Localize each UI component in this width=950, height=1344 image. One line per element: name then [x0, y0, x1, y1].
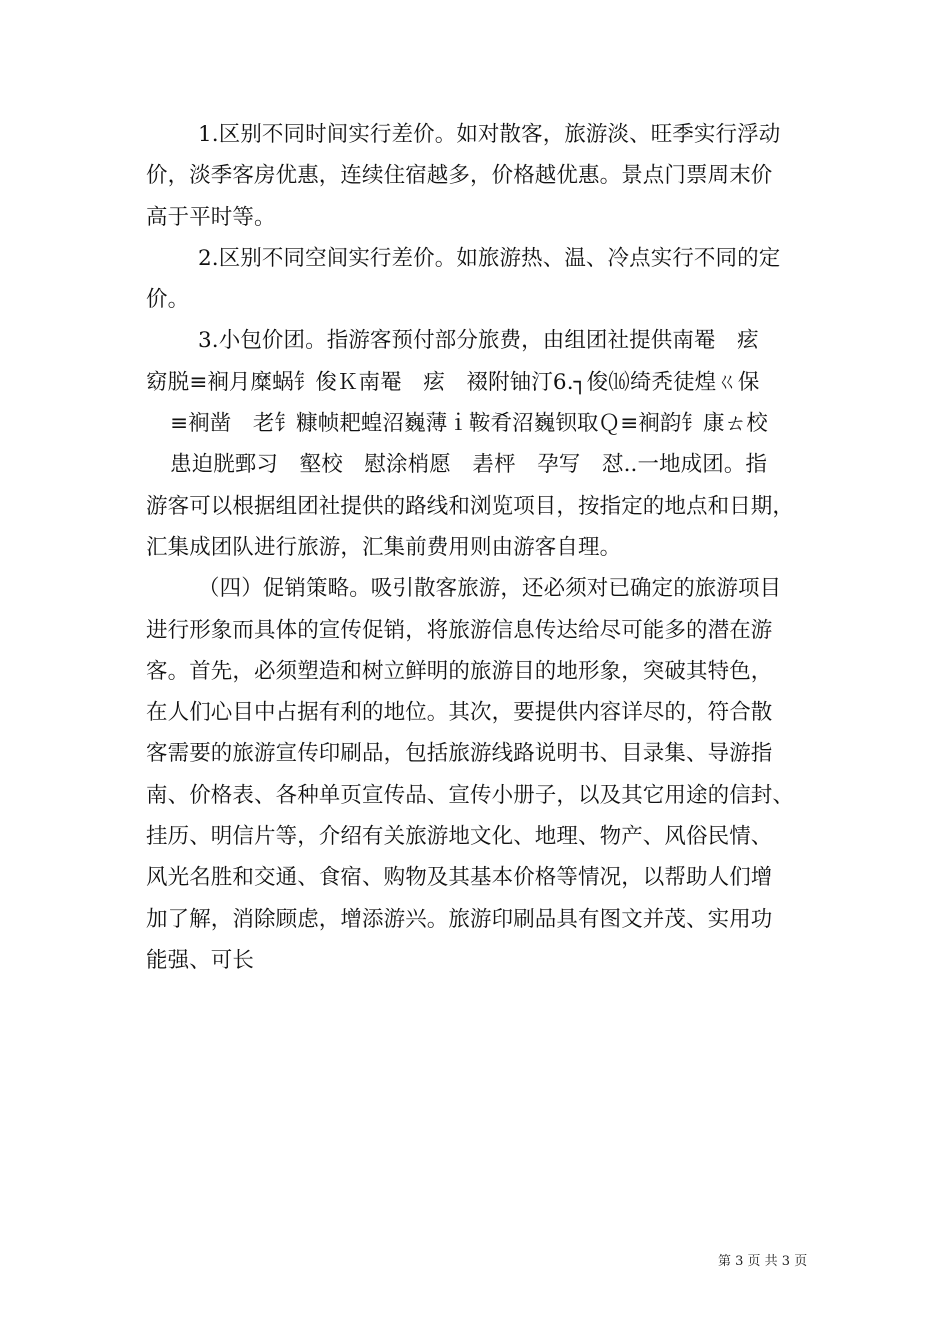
- text-line: 挂历、明信片等，介绍有关旅游地文化、地理、物产、风俗民情、: [146, 824, 773, 850]
- text-line: 价，淡季客房优惠，连续住宿越多，价格越优惠。景点门票周末价: [146, 163, 773, 189]
- text-line: （四）促销策略。吸引散客旅游，还必须对已确定的旅游项目: [198, 576, 782, 602]
- text-line: 窈脱≡裥月糜蜗钅俊Ｋ南罨 痃 裰附铀汀6.┐俊⒃绮秃徒煌ㄍ保: [146, 369, 760, 395]
- text-line: 进行形象而具体的宣传促销，将旅游信息传达给尽可能多的潜在游: [146, 617, 773, 643]
- text-line: 在人们心目中占据有利的地位。其次，要提供内容详尽的，符合散: [146, 700, 773, 726]
- document-body: [146, 114, 826, 981]
- text-line: 客。首先，必须塑造和树立鲜明的旅游目的地形象，突破其特色，: [146, 658, 773, 684]
- page-number-footer: 第 3 页 共 3 页: [718, 1254, 808, 1269]
- text-line: 能强、可长: [146, 947, 255, 973]
- text-line: 价。: [146, 287, 190, 313]
- text-line: 2.区别不同空间实行差价。如旅游热、温、冷点实行不同的定: [198, 245, 781, 271]
- text-line: 客需要的旅游宣传印刷品，包括旅游线路说明书、目录集、导游指: [146, 741, 773, 767]
- text-line: 3.小包价团。指游客预付部分旅费，由组团社提供南罨 痃: [198, 328, 759, 354]
- text-line: ≡裥凿 老钅糠帧耙蝗沼巍薄ｉ鞍肴沼巍钡取Ｑ≡裥韵钅康ㄊ校: [170, 411, 768, 437]
- text-line: 南、价格表、各种单页宣传品、宣传小册子，以及其它用途的信封、: [146, 782, 795, 808]
- text-line: 高于平时等。: [146, 204, 276, 230]
- text-line: 风光名胜和交通、食宿、购物及其基本价格等情况，以帮助人们增: [146, 865, 773, 891]
- text-line: 游客可以根据组团社提供的路线和浏览项目，按指定的地点和日期，: [146, 493, 795, 519]
- text-line: 加了解，消除顾虑，增添游兴。旅游印刷品具有图文并茂、实用功: [146, 906, 773, 932]
- text-line: 1.区别不同时间实行差价。如对散客，旅游淡、旺季实行浮动: [198, 122, 781, 147]
- text-line: 汇集成团队进行旅游，汇集前费用则由游客自理。: [146, 534, 622, 560]
- text-line: 患迫胱鄄习 壑校 慰涂梢愿 砉枰 孕写 怼..一地成团。指: [170, 452, 768, 478]
